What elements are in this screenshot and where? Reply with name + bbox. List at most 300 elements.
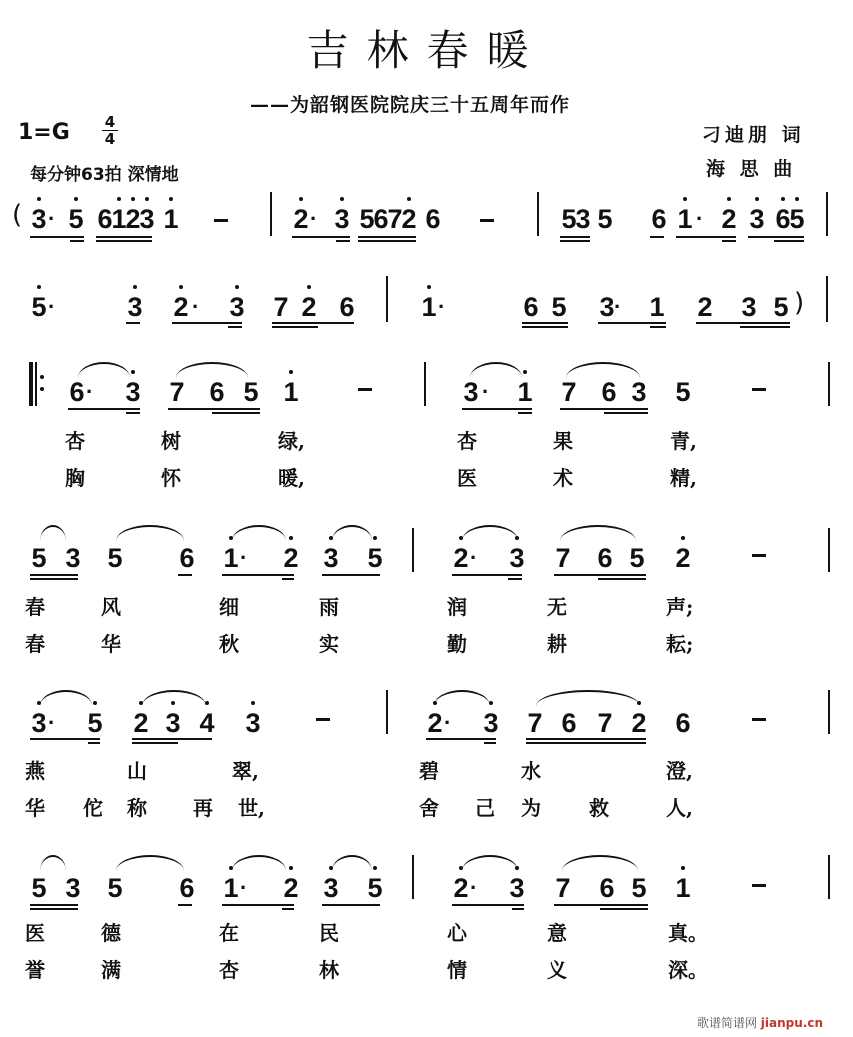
high-dot xyxy=(407,197,411,201)
lyric: 情 xyxy=(447,958,467,982)
note: 5 xyxy=(675,377,691,407)
note: 3 xyxy=(323,873,339,903)
underline xyxy=(650,326,666,328)
lyric: 在 xyxy=(219,921,239,945)
underline xyxy=(526,738,646,740)
note: 7 xyxy=(561,377,577,407)
note: 3 xyxy=(741,292,757,322)
note: 6 xyxy=(179,873,195,903)
repeat-dot xyxy=(40,375,44,379)
underline xyxy=(168,408,260,410)
dot: · xyxy=(240,545,248,570)
lyric: 义 xyxy=(547,958,567,982)
slur xyxy=(232,525,286,541)
note: 6 xyxy=(599,873,615,903)
underline xyxy=(30,908,78,910)
lyric: 杏 xyxy=(457,429,477,453)
high-dot xyxy=(169,197,173,201)
slur xyxy=(40,525,66,541)
high-dot xyxy=(373,866,377,870)
underline xyxy=(604,412,648,414)
open-paren: ( xyxy=(12,200,23,230)
high-dot xyxy=(795,197,799,201)
note: 6 xyxy=(523,292,539,322)
lyric: 实 xyxy=(319,632,339,656)
note: 5 xyxy=(107,543,123,573)
slur xyxy=(462,525,518,541)
note: 2 xyxy=(283,873,299,903)
watermark xyxy=(697,1014,823,1031)
lyric: 翠, xyxy=(232,759,259,783)
note: 5 xyxy=(367,543,383,573)
lyric: 细 xyxy=(219,595,239,619)
extension-dash xyxy=(752,718,766,721)
extension-dash xyxy=(480,219,494,222)
underline xyxy=(600,908,648,910)
lyric: 耕 xyxy=(547,632,567,656)
lyric: 誉 xyxy=(25,958,45,982)
note: 7 xyxy=(387,204,403,234)
note: 2 xyxy=(697,292,713,322)
lyricist-credit: 刁迪朋 词 xyxy=(702,124,805,146)
lyric: 胸 xyxy=(65,466,85,490)
underline xyxy=(358,236,416,238)
note: 5 xyxy=(789,204,805,234)
high-dot xyxy=(459,536,463,540)
high-dot xyxy=(755,197,759,201)
note: 5 xyxy=(629,543,645,573)
note: 2 xyxy=(283,543,299,573)
note: 2 xyxy=(293,204,309,234)
lyric: 深。 xyxy=(668,958,708,982)
note: 6 xyxy=(561,708,577,738)
note: 2 xyxy=(675,543,691,573)
lyric: 怀 xyxy=(161,466,181,490)
underline xyxy=(272,322,354,324)
high-dot xyxy=(229,536,233,540)
note: 2 xyxy=(631,708,647,738)
barline xyxy=(386,690,388,734)
note: 4 xyxy=(199,708,215,738)
lyric: 己 xyxy=(475,796,495,820)
extension-dash xyxy=(752,884,766,887)
note: 5 xyxy=(87,708,103,738)
barline xyxy=(826,276,828,322)
dot: · xyxy=(240,875,248,900)
note: 3 xyxy=(229,292,245,322)
key-signature: 1=G xyxy=(18,120,70,145)
lyric: 意 xyxy=(547,921,567,945)
lyric: 山 xyxy=(127,759,147,783)
underline xyxy=(222,574,294,576)
underline xyxy=(484,742,496,744)
note: 1 xyxy=(283,377,299,407)
dot: · xyxy=(482,379,490,404)
slur xyxy=(560,525,636,541)
lyric: 称 xyxy=(127,796,147,820)
note: 6 xyxy=(179,543,195,573)
high-dot xyxy=(727,197,731,201)
lyric: 暖, xyxy=(278,466,305,490)
high-dot xyxy=(37,197,41,201)
underline xyxy=(30,574,78,576)
underline xyxy=(560,240,590,242)
note: 5 xyxy=(31,543,47,573)
lyric: 耘; xyxy=(666,632,694,656)
dot: · xyxy=(470,875,478,900)
underline xyxy=(522,322,568,324)
lyric: 声; xyxy=(666,595,694,619)
lyric: 佗 xyxy=(83,796,103,820)
lyric: 精, xyxy=(670,466,697,490)
underline xyxy=(426,738,496,740)
high-dot xyxy=(781,197,785,201)
lyric: 树 xyxy=(161,429,181,453)
note: 3 xyxy=(65,543,81,573)
underline xyxy=(96,240,152,242)
dot: · xyxy=(192,294,200,319)
lyric: 春 xyxy=(25,595,45,619)
high-dot xyxy=(205,701,209,705)
note: 3 xyxy=(165,708,181,738)
dot: · xyxy=(614,294,622,319)
lyric: 杏 xyxy=(65,429,85,453)
barline xyxy=(828,855,830,899)
dot: · xyxy=(310,206,318,231)
note: 3 xyxy=(31,204,47,234)
underline xyxy=(774,240,804,242)
slur xyxy=(462,855,518,871)
underline xyxy=(322,904,380,906)
slur xyxy=(40,690,92,706)
note: 3 xyxy=(463,377,479,407)
high-dot xyxy=(427,285,431,289)
slur xyxy=(232,855,286,871)
high-dot xyxy=(329,536,333,540)
note: 5 xyxy=(107,873,123,903)
note: 2 xyxy=(721,204,737,234)
underline xyxy=(178,574,192,576)
note: 6 xyxy=(597,543,613,573)
underline xyxy=(598,578,646,580)
underline xyxy=(560,408,648,410)
slur xyxy=(566,362,640,378)
underline xyxy=(676,236,736,238)
underline xyxy=(748,236,804,238)
underline xyxy=(522,326,568,328)
note: 3 xyxy=(65,873,81,903)
note: 3 xyxy=(31,708,47,738)
repeat-start-thin xyxy=(35,362,37,406)
underline xyxy=(598,322,666,324)
underline xyxy=(358,240,416,242)
high-dot xyxy=(131,370,135,374)
note: 3 xyxy=(245,708,261,738)
underline xyxy=(172,322,242,324)
underline xyxy=(518,412,532,414)
underline xyxy=(272,326,318,328)
underline xyxy=(88,742,100,744)
lyric: 舍 xyxy=(419,796,439,820)
lyric: 满 xyxy=(101,958,121,982)
note: 5 xyxy=(243,377,259,407)
underline xyxy=(222,904,294,906)
note: 7 xyxy=(273,292,289,322)
underline xyxy=(96,236,152,238)
dot: · xyxy=(48,294,56,319)
slur xyxy=(470,362,522,378)
lyric: 再 xyxy=(193,796,213,820)
lyric: 救 xyxy=(589,796,609,820)
high-dot xyxy=(37,701,41,705)
note: 3 xyxy=(575,204,591,234)
note: 5 xyxy=(68,204,84,234)
note: 6 xyxy=(209,377,225,407)
note: 3 xyxy=(599,292,615,322)
dot: · xyxy=(48,206,56,231)
lyric: 民 xyxy=(319,921,339,945)
barline xyxy=(412,528,414,572)
note: 6 xyxy=(373,204,389,234)
underline xyxy=(650,236,664,238)
note: 1 xyxy=(517,377,533,407)
slur xyxy=(332,525,372,541)
note: 3 xyxy=(127,292,143,322)
note: 5 xyxy=(631,873,647,903)
dot: · xyxy=(438,294,446,319)
high-dot xyxy=(133,285,137,289)
note: 6 xyxy=(425,204,441,234)
extension-dash xyxy=(752,388,766,391)
note: 3 xyxy=(509,543,525,573)
composer-credit: 海 思 曲 xyxy=(706,158,797,180)
dot: · xyxy=(470,545,478,570)
time-sig-bottom: 4 xyxy=(104,130,116,148)
lyric: 杏 xyxy=(219,958,239,982)
high-dot xyxy=(93,701,97,705)
note: 1 xyxy=(677,204,693,234)
barline xyxy=(270,192,272,236)
repeat-start-thick xyxy=(29,362,33,406)
slur xyxy=(116,855,184,871)
watermark-url[interactable]: jianpu.cn xyxy=(760,1016,823,1030)
note: 5 xyxy=(551,292,567,322)
note: 5 xyxy=(31,292,47,322)
extension-dash xyxy=(358,388,372,391)
underline xyxy=(30,738,100,740)
note: 6 xyxy=(775,204,791,234)
time-signature xyxy=(100,114,120,147)
note: 2 xyxy=(301,292,317,322)
note: 5 xyxy=(773,292,789,322)
high-dot xyxy=(179,285,183,289)
lyric: 春 xyxy=(25,632,45,656)
note: 7 xyxy=(169,377,185,407)
high-dot xyxy=(307,285,311,289)
note: 1 xyxy=(675,873,691,903)
underline xyxy=(30,904,78,906)
high-dot xyxy=(637,701,641,705)
note: 2 xyxy=(401,204,417,234)
high-dot xyxy=(229,866,233,870)
lyric: 真。 xyxy=(668,921,708,945)
lyric: 人, xyxy=(666,796,693,820)
high-dot xyxy=(459,866,463,870)
note: 3 xyxy=(483,708,499,738)
lyric: 润 xyxy=(447,595,467,619)
lyric: 风 xyxy=(101,595,121,619)
repeat-dot xyxy=(40,387,44,391)
note: 5 xyxy=(367,873,383,903)
lyric: 术 xyxy=(553,466,573,490)
underline xyxy=(322,574,380,576)
song-title: 吉林春暖 xyxy=(306,26,547,75)
note: 2 xyxy=(427,708,443,738)
underline xyxy=(70,240,84,242)
barline xyxy=(424,362,426,406)
high-dot xyxy=(37,285,41,289)
high-dot xyxy=(329,866,333,870)
lyric: 澄, xyxy=(666,759,693,783)
lyric: 华 xyxy=(25,796,45,820)
lyric: 为 xyxy=(521,796,541,820)
note: 3 xyxy=(509,873,525,903)
underline xyxy=(212,412,260,414)
high-dot xyxy=(289,866,293,870)
high-dot xyxy=(340,197,344,201)
high-dot xyxy=(139,701,143,705)
high-dot xyxy=(515,866,519,870)
extension-dash xyxy=(752,554,766,557)
lyric: 林 xyxy=(319,958,339,982)
note: 3 xyxy=(334,204,350,234)
lyric: 世, xyxy=(238,796,265,820)
lyric: 水 xyxy=(521,759,541,783)
slur xyxy=(78,362,130,378)
underline xyxy=(292,236,350,238)
note: 1 xyxy=(649,292,665,322)
slur xyxy=(332,855,372,871)
underline xyxy=(554,904,648,906)
note: 1 xyxy=(163,204,179,234)
high-dot xyxy=(171,701,175,705)
note: 6 xyxy=(675,708,691,738)
underline xyxy=(132,742,178,744)
underline xyxy=(554,574,646,576)
note: 2 xyxy=(133,708,149,738)
underline xyxy=(512,908,524,910)
lyric: 秋 xyxy=(219,632,239,656)
watermark-text: 歌谱简谱网 xyxy=(696,1016,757,1030)
note: 1 xyxy=(421,292,437,322)
underline xyxy=(178,904,192,906)
underline xyxy=(452,574,522,576)
underline xyxy=(126,412,140,414)
barline xyxy=(828,362,830,406)
dot: · xyxy=(696,206,704,231)
note: 2 xyxy=(453,873,469,903)
high-dot xyxy=(489,701,493,705)
note: 5 xyxy=(31,873,47,903)
underline xyxy=(452,904,524,906)
barline xyxy=(386,276,388,322)
note: 2 xyxy=(125,204,141,234)
note: 5 xyxy=(597,204,613,234)
lyric: 青, xyxy=(670,429,697,453)
high-dot xyxy=(433,701,437,705)
note: 2 xyxy=(173,292,189,322)
song-subtitle: ——为韶钢医院院庆三十五周年而作 xyxy=(250,94,571,116)
lyric: 绿, xyxy=(278,429,305,453)
note: 1 xyxy=(223,873,239,903)
note: 5 xyxy=(561,204,577,234)
note: 7 xyxy=(597,708,613,738)
note: 6 xyxy=(97,204,113,234)
underline xyxy=(126,322,140,324)
underline xyxy=(462,408,532,410)
high-dot xyxy=(523,370,527,374)
time-sig-top: 4 xyxy=(104,113,116,131)
underline xyxy=(282,908,294,910)
high-dot xyxy=(289,370,293,374)
note: 3 xyxy=(139,204,155,234)
slur xyxy=(116,525,184,541)
high-dot xyxy=(299,197,303,201)
high-dot xyxy=(74,197,78,201)
high-dot xyxy=(515,536,519,540)
lyric: 无 xyxy=(547,595,567,619)
high-dot xyxy=(117,197,121,201)
dot: · xyxy=(444,710,452,735)
slur xyxy=(40,855,66,871)
note: 6 xyxy=(69,377,85,407)
note: 7 xyxy=(555,543,571,573)
lyric: 心 xyxy=(447,921,467,945)
lyric: 德 xyxy=(101,921,121,945)
high-dot xyxy=(373,536,377,540)
barline xyxy=(828,528,830,572)
note: 6 xyxy=(339,292,355,322)
underline xyxy=(30,236,84,238)
underline xyxy=(722,240,736,242)
lyric: 医 xyxy=(25,921,45,945)
high-dot xyxy=(289,536,293,540)
high-dot xyxy=(681,866,685,870)
underline xyxy=(508,578,522,580)
high-dot xyxy=(251,701,255,705)
high-dot xyxy=(235,285,239,289)
high-dot xyxy=(683,197,687,201)
dot: · xyxy=(86,379,94,404)
lyric: 勤 xyxy=(447,632,467,656)
close-paren: ) xyxy=(794,288,805,318)
note: 6 xyxy=(601,377,617,407)
barline xyxy=(412,855,414,899)
lyric: 果 xyxy=(553,429,573,453)
underline xyxy=(740,326,790,328)
high-dot xyxy=(681,536,685,540)
underline xyxy=(336,240,350,242)
slur xyxy=(536,690,640,706)
underline xyxy=(30,578,78,580)
extension-dash xyxy=(316,718,330,721)
note: 3 xyxy=(749,204,765,234)
high-dot xyxy=(145,197,149,201)
note: 1 xyxy=(111,204,127,234)
underline xyxy=(526,742,646,744)
lyric: 医 xyxy=(457,466,477,490)
note: 1 xyxy=(223,543,239,573)
